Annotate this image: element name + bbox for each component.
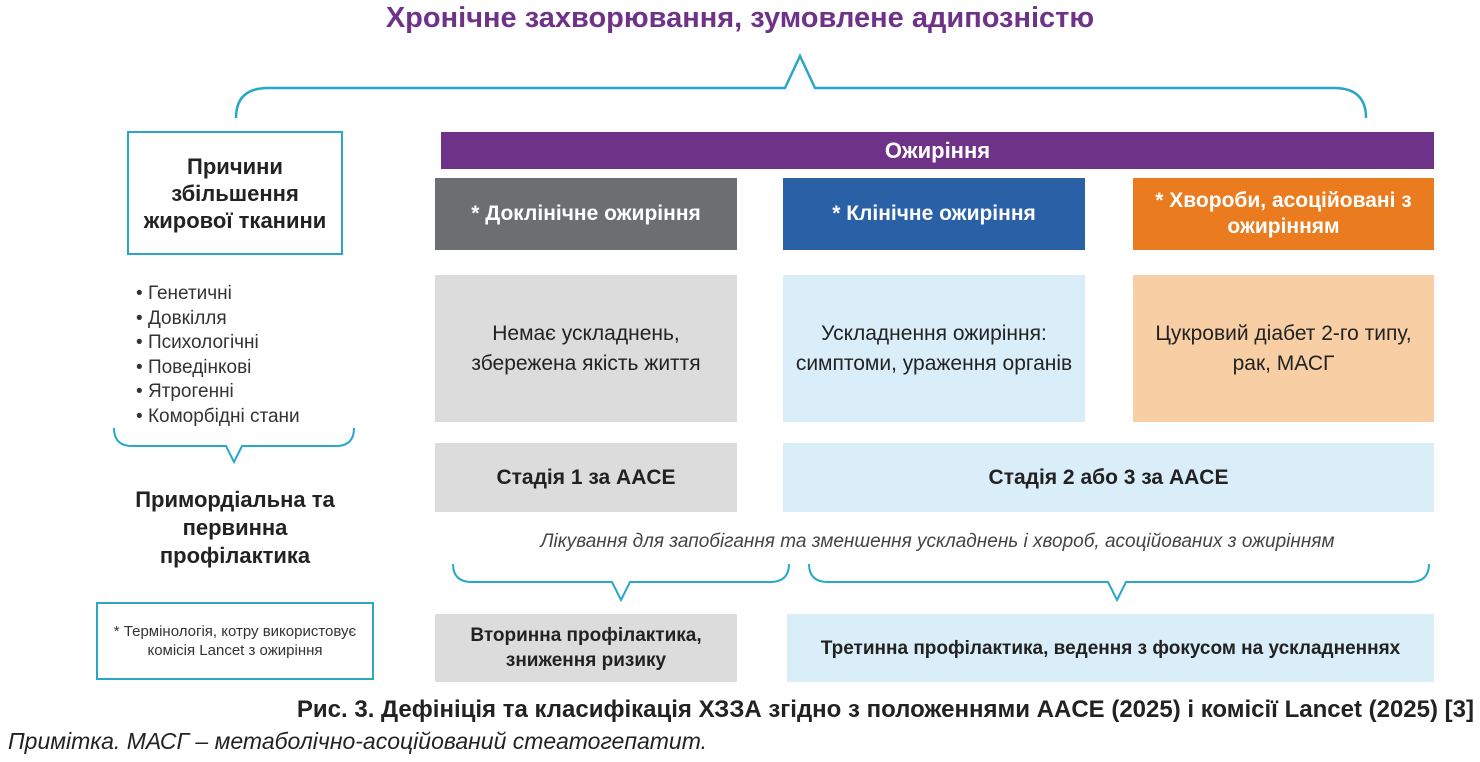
figure-footnote: Примітка. МАСГ – метаболічно-асоційований стеатогепатит.: [8, 728, 708, 754]
figure-caption: Рис. 3. Дефініція та класифікація ХЗЗА згідно з положеннями AACE (2025) і комісії Lancet (2025) [3]: [296, 696, 1474, 723]
primordial-prevention-label: Примордіальна та первинна профілактика: [135, 487, 335, 568]
tertiary-brace: [809, 564, 1429, 600]
obesity-bar: Ожиріння: [441, 132, 1434, 169]
associated-diseases-description: Цукровий діабет 2-го типу, рак, МАСГ: [1133, 275, 1434, 422]
causes-brace: [114, 428, 354, 462]
preclinical-description: Немає ускладнень, збережена якість життя: [435, 275, 737, 422]
causes-box: Причини збільшення жирової тканини: [127, 131, 343, 255]
secondary-prevention-box: Вторинна профілактика, зниження ризику: [435, 614, 737, 682]
secondary-brace: [453, 564, 789, 600]
treatment-label: Лікування для запобігання та зменшення ускладнень і хвороб, асоційованих з ожирінням: [540, 531, 1335, 552]
clinical-header: * Клінічне ожиріння: [783, 178, 1085, 250]
terminology-note: * Термінологія, котру використовує комісія Lancet з ожиріння: [96, 602, 374, 680]
preclinical-header: * Доклінічне ожиріння: [435, 178, 737, 250]
cause-item: • Коморбідні стани: [136, 405, 376, 430]
stage-1-box: Стадія 1 за AACE: [435, 443, 737, 512]
tertiary-prevention-box: Третинна профілактика, ведення з фокусом на ускладненнях: [787, 614, 1434, 682]
cause-item: • Поведінкові: [136, 356, 376, 381]
associated-diseases-header: * Хвороби, асоційовані з ожирінням: [1133, 178, 1434, 250]
cause-item: • Ятрогенні: [136, 380, 376, 405]
cause-item: • Генетичні: [136, 282, 376, 307]
top-brace: [236, 56, 1366, 118]
cause-item: • Психологічні: [136, 331, 376, 356]
causes-list: [136, 282, 376, 429]
stage-2-3-box: Стадія 2 або 3 за AACE: [783, 443, 1434, 512]
diagram-title: Хронічне захворювання, зумовлене адипозністю: [385, 2, 1095, 34]
cause-item: • Довкілля: [136, 307, 376, 332]
clinical-description: Ускладнення ожиріння: симптоми, ураження органів: [783, 275, 1085, 422]
